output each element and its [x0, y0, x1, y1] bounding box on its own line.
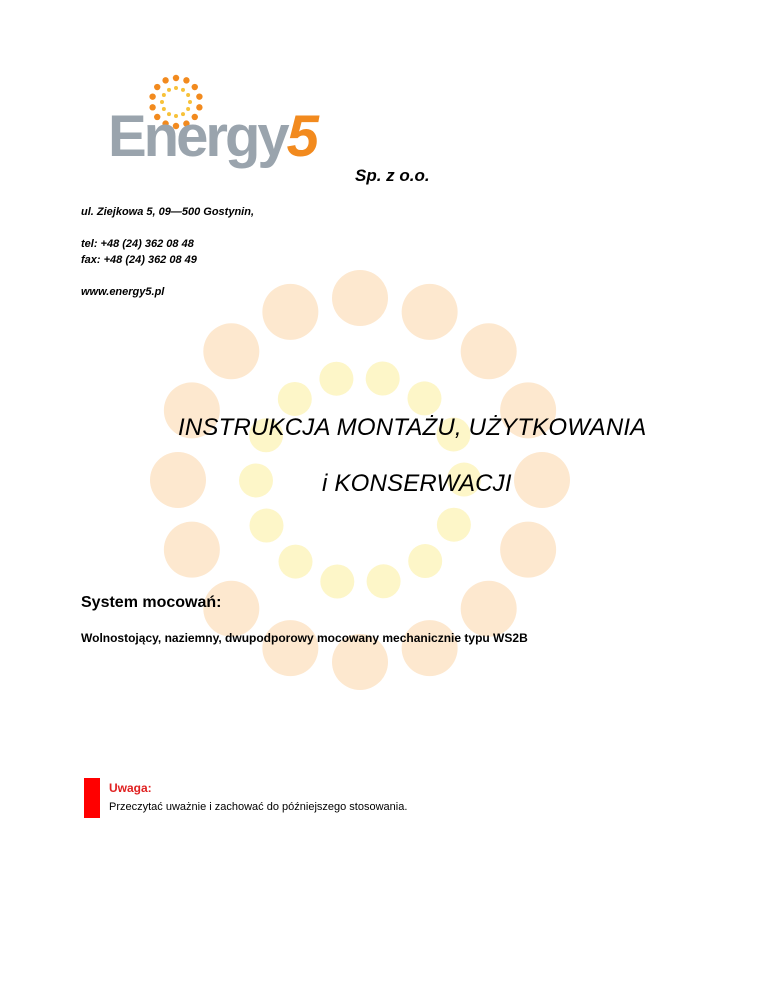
logo-inner-dot: [186, 93, 190, 97]
watermark-inner-dot: [319, 362, 353, 396]
watermark-outer-dot: [164, 522, 220, 578]
logo-outer-dot: [192, 84, 198, 90]
company-logo: [108, 74, 358, 178]
watermark-outer-dot: [402, 620, 458, 676]
logo-outer-dot: [183, 77, 189, 83]
watermark-inner-dot: [249, 509, 283, 543]
company-fax: fax: +48 (24) 362 08 49: [81, 254, 197, 266]
watermark-outer-dot: [203, 323, 259, 379]
watermark-inner-dot: [278, 382, 312, 416]
logo-inner-dot: [174, 86, 178, 90]
system-description: Wolnostojący, naziemny, dwupodporowy mocowany mechanicznie typu WS2B: [81, 631, 528, 645]
logo-outer-dot: [173, 75, 179, 81]
system-heading: System mocowań:: [81, 594, 222, 611]
watermark-outer-dot: [402, 284, 458, 340]
logo-outer-dot: [154, 84, 160, 90]
logo-inner-dot: [162, 93, 166, 97]
watermark-outer-dot: [500, 522, 556, 578]
document-title-line1: INSTRUKCJA MONTAŻU, UŻYTKOWANIA: [178, 414, 647, 441]
company-address: ul. Ziejkowa 5, 09—500 Gostynin,: [81, 206, 255, 218]
logo-brand: Energy: [108, 104, 287, 169]
company-website[interactable]: www.energy5.pl: [81, 286, 165, 298]
watermark-outer-dot: [332, 270, 388, 326]
warning-text: Przeczytać uważnie i zachować do późniejszego stosowania.: [109, 801, 408, 813]
watermark-inner-dot: [407, 381, 441, 415]
watermark-outer-dot: [461, 581, 517, 637]
watermark-inner-dot: [367, 564, 401, 598]
watermark-outer-dot: [461, 323, 517, 379]
watermark-outer-dot: [262, 284, 318, 340]
watermark-inner-dot: [320, 564, 354, 598]
logo-wordmark: [108, 102, 316, 172]
company-legal-form: Sp. z o.o.: [355, 166, 430, 185]
logo-inner-dot: [167, 88, 171, 92]
watermark-inner-dot: [408, 544, 442, 578]
watermark-inner-dot: [437, 508, 471, 542]
logo-outer-dot: [149, 93, 155, 99]
warning-marker: [84, 778, 100, 818]
warning-label: Uwaga:: [109, 781, 152, 795]
company-phone: tel: +48 (24) 362 08 48: [81, 238, 194, 250]
watermark-inner-dot: [279, 545, 313, 579]
watermark-outer-dot: [262, 620, 318, 676]
logo-number: 5: [286, 104, 316, 169]
document-title-line2: i KONSERWACJI: [322, 470, 512, 497]
logo-outer-dot: [162, 77, 168, 83]
logo-outer-dot: [196, 93, 202, 99]
logo-inner-dot: [181, 88, 185, 92]
watermark-inner-dot: [366, 362, 400, 396]
